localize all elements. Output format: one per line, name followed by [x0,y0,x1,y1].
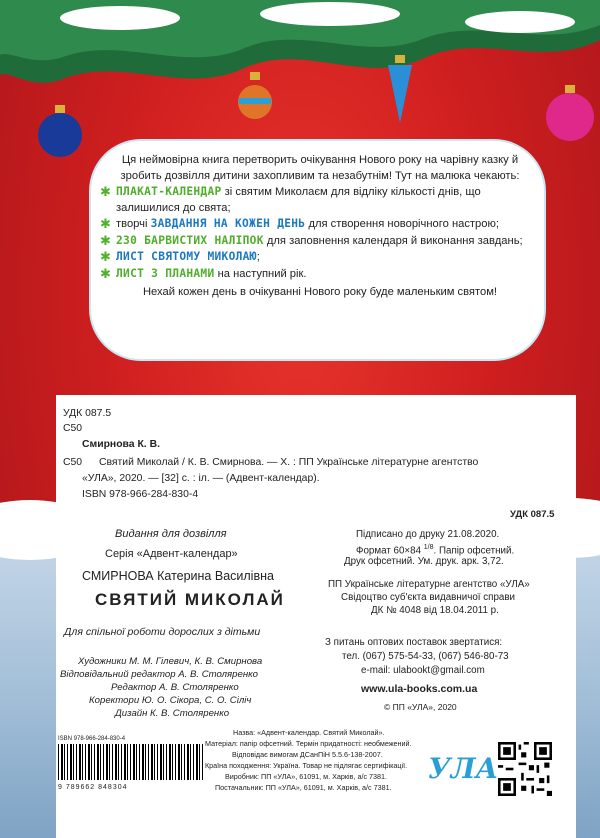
material-info: Матеріал: папір офсетний. Термін придатності: необмежений. [205,739,412,748]
highlight-text: ЛИСТ З ПЛАНАМИ [116,266,215,280]
striped-ornament-icon [235,72,275,127]
star-bullet-icon: ✱ [100,184,111,199]
book-title: СВЯТИЙ МИКОЛАЙ [95,590,285,609]
country-origin: Країна походження: Україна. Товар не підлягає сертифікації. [205,761,408,770]
book-description [100,153,540,301]
highlight-text: ЗАВДАННЯ НА КОЖЕН ДЕНЬ [150,217,306,230]
highlight-text: ПЛАКАТ-КАЛЕНДАР [116,185,222,198]
author-full: СМИРНОВА Катерина Василівна [82,569,274,583]
item-text: ; [256,251,260,263]
list-item [100,184,540,216]
format-line: Формат 60×84 $^{1/8}$. Папір офсетний. [356,544,515,557]
credits-design: Дизайн К. В. Столяренко [115,708,230,719]
udk-code: УДК 087.5 [63,408,112,419]
wholesale-contact: З питань оптових поставок звертатися: [325,637,503,648]
barcode-digits: 9 789662 848304 [58,784,128,791]
description-outro: Нехай кожен день в очікуванні Нового року буде маленьким святом! [142,286,498,298]
website-link[interactable]: www.ula-books.com.ua [361,683,478,695]
credits-artists: Художники М. М. Гілевич, К. В. Смирнова [78,656,263,667]
item-text: на наступний рік. [214,267,307,280]
ula-logo: УЛА [428,752,499,785]
supplier: Постачальник: ПП «УЛА», 61091, м. Харків, а/с 7381. [215,783,392,792]
pink-ornament-icon [540,85,600,145]
qr-code-icon [498,742,552,796]
copyright: © ПП «УЛА», 2020 [384,702,457,712]
highlight-text: 230 БАРВИСТИХ НАЛІПОК [116,233,264,247]
list-item [100,216,540,233]
product-name: Назва: «Адвент-календар. Святий Миколай». [233,728,385,737]
bibliographic-line: Святий Миколай / К. В. Смирнова. — Х. : ПП Українське літературне агентство [99,457,479,468]
credits-correctors: Коректори Ю. О. Сікора, С. О. Сіліч [89,695,252,706]
star-bullet-icon: ✱ [100,216,111,231]
credits-resp-editor: Відповідальний редактор А. В. Столяренко [60,669,258,680]
audience: Для спільної роботи дорослих з дітьми [64,626,261,638]
email-link[interactable]: e-mail: ulabookt@gmail.com [361,665,485,676]
signed-date: Підписано до друку 21.08.2020. [356,529,500,540]
star-bullet-icon: ✱ [100,232,111,248]
star-bullet-icon: ✱ [100,249,111,264]
list-item [100,266,540,283]
manufacturer: Виробник: ПП «УЛА», 61091, м. Харків, а/с 7381. [225,772,388,781]
list-item [100,233,540,250]
barcode [58,744,204,780]
description-intro: Ця неймовірна книга перетворить очікування Нового року на чарівну казку й зробить дозвілля дитини захопливим та незабутнім! Тут на малюка чекають: [120,154,520,182]
author-mark: С50 [63,423,83,434]
bibliographic-line: «УЛА», 2020. — [32] с. : іл. — (Адвент-календар). [82,473,320,484]
requirements: Відповідає вимогам ДСанПіН 5.5.6-138-2007. [232,750,383,759]
item-text: для заповнення календаря й виконання завдань; [263,234,523,247]
isbn: ISBN 978-966-284-830-4 [82,489,199,500]
udk-code: УДК 087.5 [510,509,555,520]
author-mark: С50 [63,457,83,468]
barcode-isbn: ISBN 978-966-284-830-4 [58,736,126,742]
series-name: Серія «Адвент-календар» [105,548,238,560]
credits-editor: Редактор А. В. Столяренко [111,682,239,693]
item-text: для створення новорічного настрою; [305,218,499,230]
blue-ornament-icon [35,105,85,160]
author-short: Смирнова К. В. [82,439,160,450]
icicle-ornament-icon [380,55,420,125]
list-item [100,249,540,266]
star-bullet-icon: ✱ [100,265,111,281]
item-text: творчі [116,218,151,230]
edition-type: Видання для дозвілля [115,528,227,540]
highlight-text: ЛИСТ СВЯТОМУ МИКОЛАЮ [116,250,257,263]
certificate: Свідоцтво суб'єкта видавничої справи [341,592,516,603]
print-info: Друк офсетний. Ум. друк. арк. 3,72. [344,556,504,567]
publisher: ПП Українське літературне агентство «УЛА» [328,579,530,590]
item-text: зі святим Миколаєм для відліку кількості днів, що залишилися до свята; [116,186,481,214]
phone-numbers: тел. (067) 575-54-33, (067) 546-80-73 [342,651,509,662]
certificate-number: ДК № 4048 від 18.04.2011 р. [371,605,499,616]
